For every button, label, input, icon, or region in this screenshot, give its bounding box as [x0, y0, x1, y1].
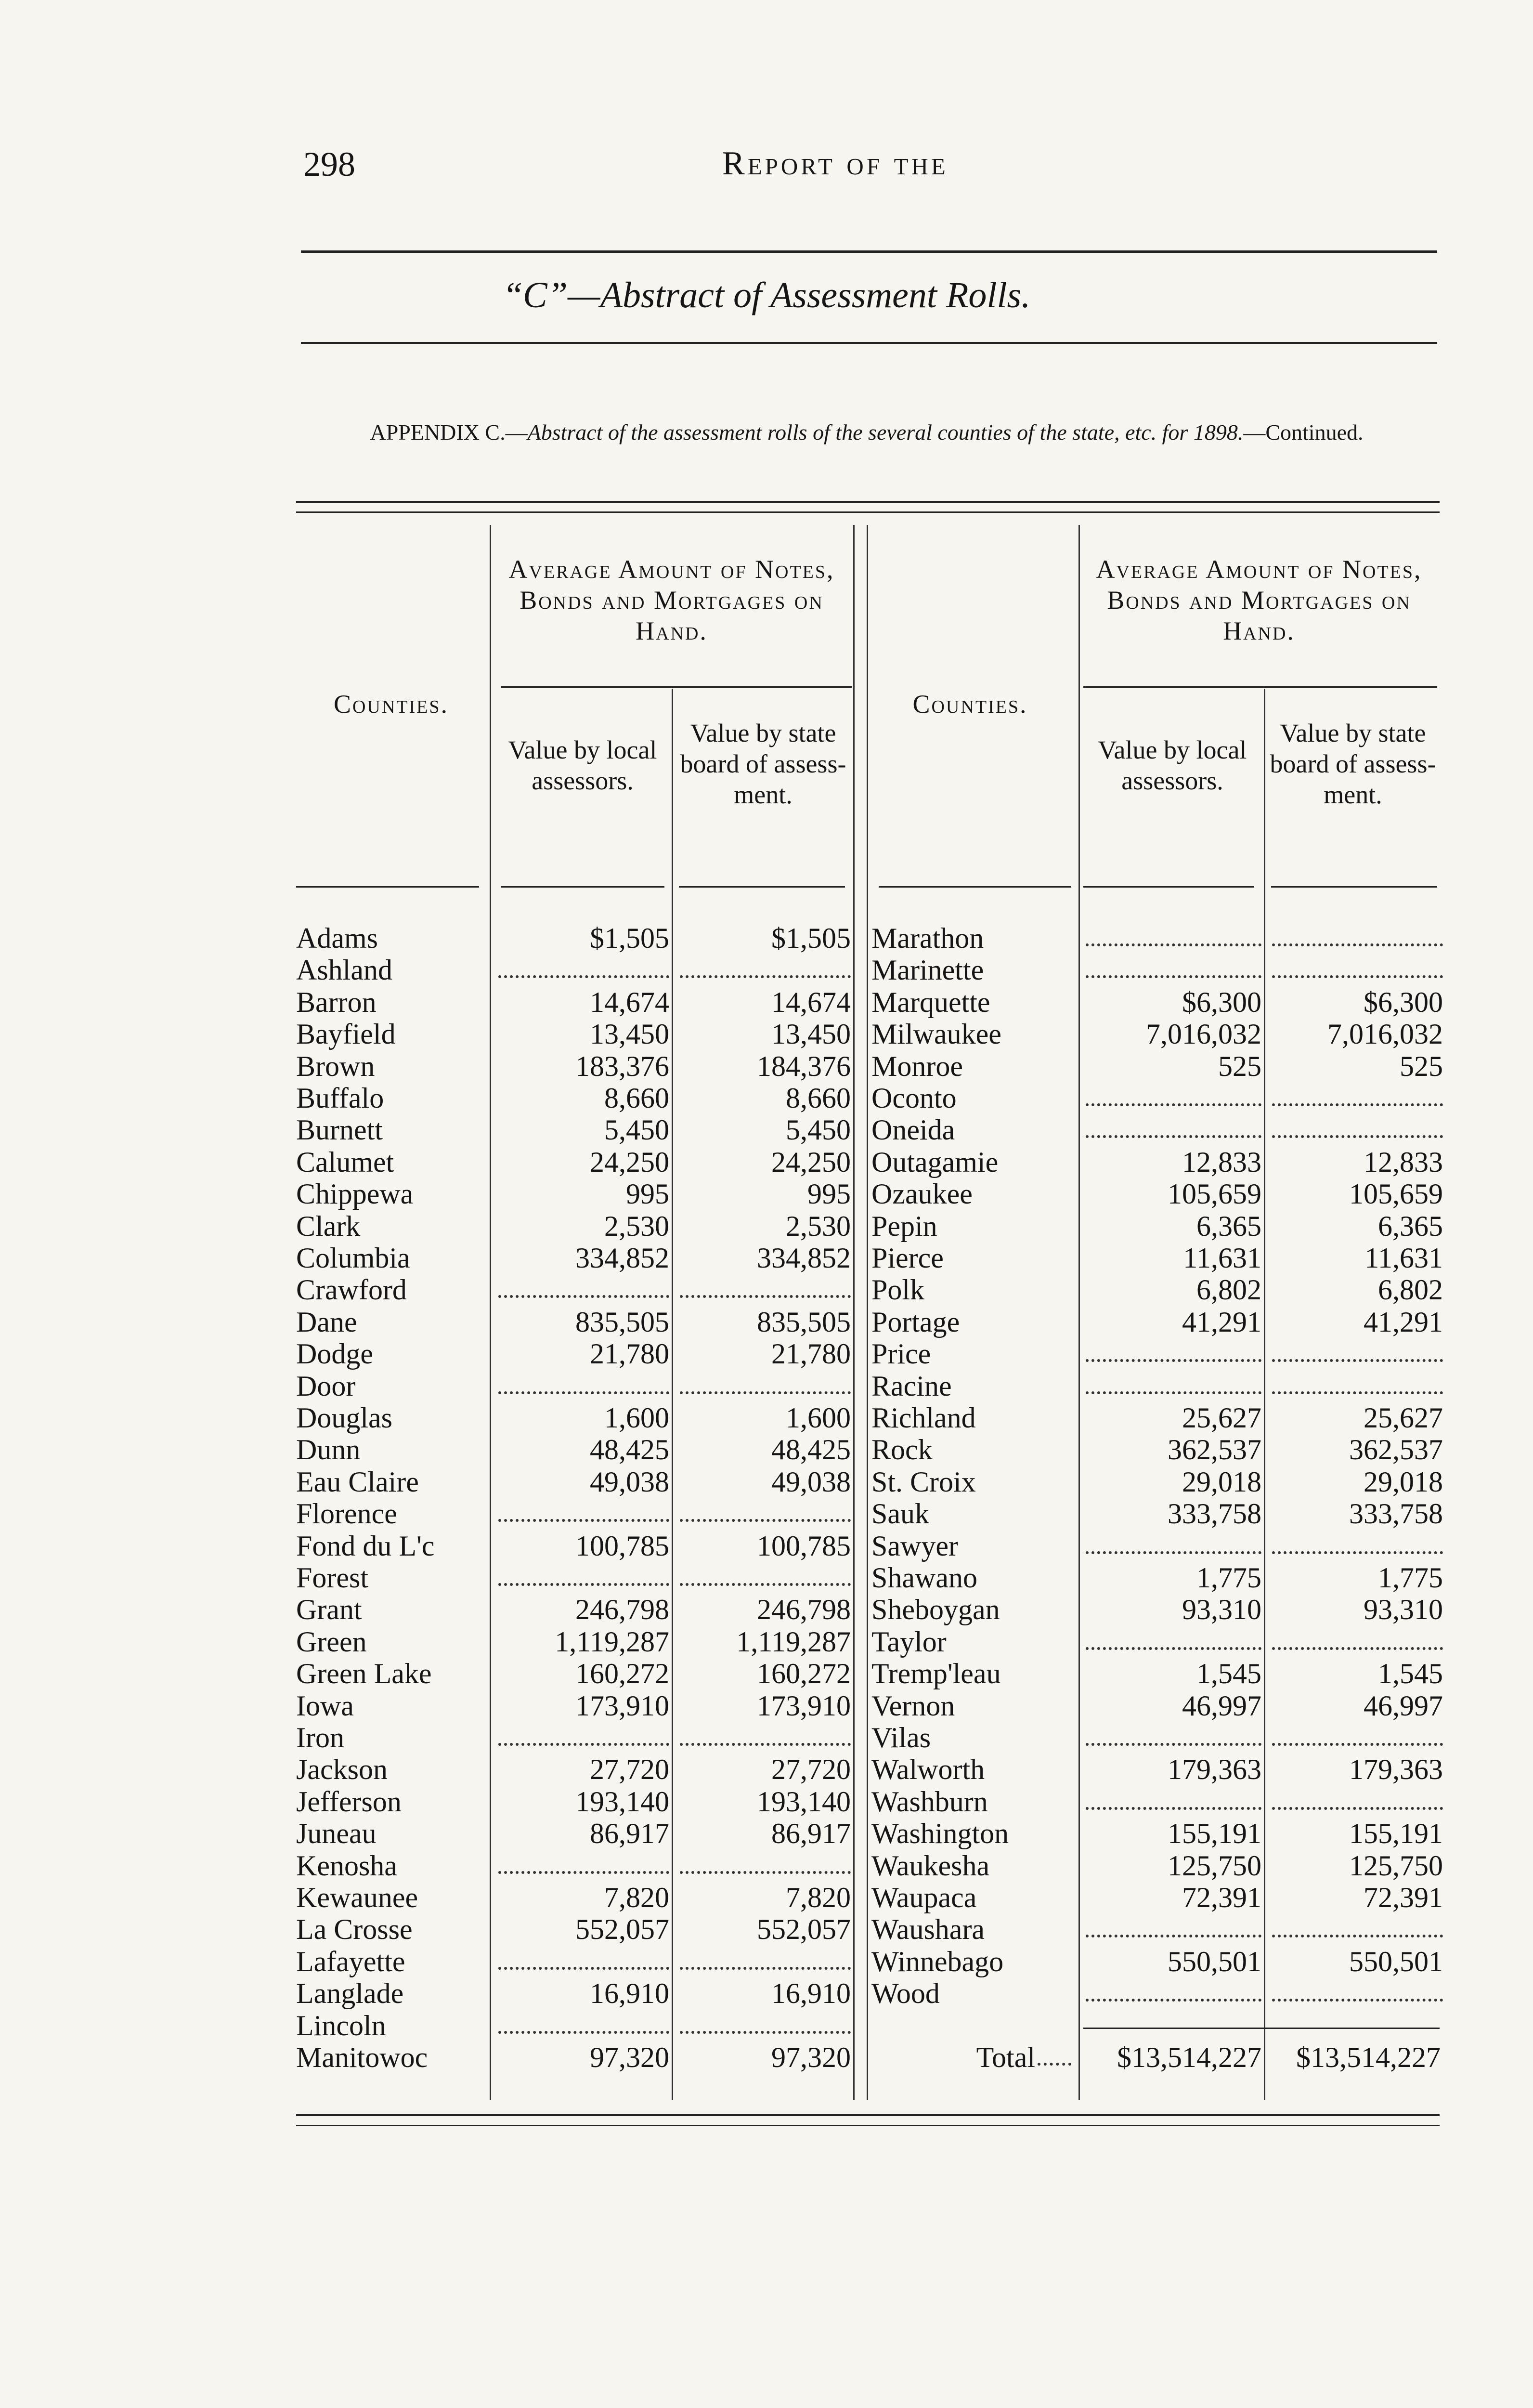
local-value: 25,627 — [1182, 1402, 1261, 1434]
county-name: Barron — [296, 986, 377, 1018]
county-name: Sheboygan — [871, 1594, 1000, 1625]
leader-dots — [1272, 1999, 1443, 2002]
total-label: Total — [976, 2042, 1035, 2073]
table-bottom-rule-2 — [296, 2125, 1440, 2126]
vrule-1 — [490, 525, 491, 2100]
state-value: 160,272 — [757, 1658, 851, 1689]
county-name: Crawford — [296, 1274, 407, 1306]
state-value: 13,450 — [771, 1018, 851, 1050]
vrule-6 — [1264, 689, 1265, 2100]
local-value: 525 — [1218, 1050, 1261, 1082]
local-value: 1,600 — [604, 1402, 669, 1434]
local-value: 5,450 — [604, 1114, 669, 1146]
vrule-4 — [867, 525, 868, 2100]
table-bottom-rule-1 — [296, 2114, 1440, 2116]
leader-dots — [680, 1519, 851, 1522]
county-name: Wood — [871, 1977, 940, 2009]
state-value: 995 — [807, 1178, 851, 1210]
state-value: 29,018 — [1364, 1466, 1443, 1498]
state-value: $1,505 — [771, 922, 851, 954]
local-value: 125,750 — [1168, 1850, 1261, 1882]
state-value: 246,798 — [757, 1594, 851, 1625]
local-value: 105,659 — [1168, 1178, 1261, 1210]
local-value: 2,530 — [604, 1210, 669, 1242]
local-value: 835,505 — [575, 1306, 669, 1338]
local-value: 550,501 — [1168, 1946, 1261, 1977]
running-title: Report of the — [722, 145, 948, 182]
local-value: 1,775 — [1196, 1562, 1261, 1594]
header-sep-1 — [296, 886, 479, 888]
header-sep-3 — [679, 886, 845, 888]
county-name: Adams — [296, 922, 378, 954]
state-value: 100,785 — [757, 1530, 851, 1562]
page-number: 298 — [303, 145, 355, 183]
group-header-left: Average Amount of Notes, Bonds and Mortgages on Hand. — [508, 555, 835, 645]
local-value: 1,545 — [1196, 1658, 1261, 1689]
state-value: 7,820 — [786, 1882, 851, 1913]
state-value: 2,530 — [786, 1210, 851, 1242]
state-value: 12,833 — [1364, 1146, 1443, 1178]
leader-dots — [498, 1391, 669, 1394]
county-name: Iowa — [296, 1690, 354, 1722]
state-value: 97,320 — [771, 2042, 851, 2073]
vrule-3 — [853, 525, 855, 2100]
county-name: Pepin — [871, 1210, 937, 1242]
county-name: Fond du L'c — [296, 1530, 435, 1562]
local-value: 86,917 — [590, 1818, 669, 1849]
state-value: 27,720 — [771, 1754, 851, 1785]
state-value: 552,057 — [757, 1913, 851, 1945]
local-value: $1,505 — [590, 922, 669, 954]
local-value: 41,291 — [1182, 1306, 1261, 1338]
appendix-italic: Abstract of the assessment rolls of the several counties of the state, etc. for 1898. — [527, 420, 1244, 445]
county-name: Marquette — [871, 986, 990, 1018]
county-name: Brown — [296, 1050, 375, 1082]
group-rule-right — [1083, 686, 1437, 688]
state-value: 1,600 — [786, 1402, 851, 1434]
header-sep-4 — [879, 886, 1071, 888]
state-value: 48,425 — [771, 1434, 851, 1466]
local-value: 24,250 — [590, 1146, 669, 1178]
local-value: 160,272 — [575, 1658, 669, 1689]
county-name: Juneau — [296, 1818, 377, 1849]
vrule-2 — [672, 689, 673, 2100]
local-value: 100,785 — [575, 1530, 669, 1562]
local-value: 21,780 — [590, 1338, 669, 1370]
leader-dots — [680, 1871, 851, 1874]
leader-dots — [498, 1519, 669, 1522]
leader-dots — [498, 1871, 669, 1874]
leader-dots — [1272, 1807, 1443, 1810]
state-header-left: Value by state board of assess-ment. — [680, 719, 846, 809]
leader-dots — [1272, 1647, 1443, 1650]
local-value: 334,852 — [575, 1242, 669, 1274]
county-name: Ozaukee — [871, 1178, 973, 1210]
local-value: 6,802 — [1196, 1274, 1261, 1306]
leader-dots — [1086, 1807, 1261, 1810]
local-value: 193,140 — [575, 1786, 669, 1818]
county-name: Vernon — [871, 1690, 955, 1722]
county-name: Washington — [871, 1818, 1009, 1849]
local-value: 48,425 — [590, 1434, 669, 1466]
local-value: 27,720 — [590, 1754, 669, 1785]
leader-dots — [1272, 1135, 1443, 1138]
local-value: 362,537 — [1168, 1434, 1261, 1466]
state-value: 25,627 — [1364, 1402, 1443, 1434]
leader-dots — [498, 1583, 669, 1586]
vrule-5 — [1078, 525, 1080, 2100]
group-rule-left — [501, 686, 852, 688]
local-value: $6,300 — [1182, 986, 1261, 1018]
leader-dots — [680, 975, 851, 978]
county-name: Racine — [871, 1370, 952, 1402]
local-value: 29,018 — [1182, 1466, 1261, 1498]
county-name: Polk — [871, 1274, 925, 1306]
state-value: 93,310 — [1364, 1594, 1443, 1625]
county-name: Outagamie — [871, 1146, 999, 1178]
appendix-caption — [296, 419, 1437, 446]
local-value: 183,376 — [575, 1050, 669, 1082]
leader-dots — [680, 1295, 851, 1298]
county-name: Langlade — [296, 1977, 404, 2009]
county-name: Kewaunee — [296, 1882, 418, 1913]
leader-dots — [1086, 1999, 1261, 2002]
leader-dots — [498, 2031, 669, 2034]
county-name: Bayfield — [296, 1018, 396, 1050]
leader-dots — [498, 975, 669, 978]
state-value: 184,376 — [757, 1050, 851, 1082]
table-top-rule-1 — [296, 501, 1440, 503]
local-value: 93,310 — [1182, 1594, 1261, 1625]
county-name: Portage — [871, 1306, 960, 1338]
leader-dots — [1272, 1359, 1443, 1362]
county-name: Dunn — [296, 1434, 361, 1466]
state-value: 7,016,032 — [1327, 1018, 1443, 1050]
local-value: 14,674 — [590, 986, 669, 1018]
header-sep-2 — [501, 886, 664, 888]
county-name: Clark — [296, 1210, 361, 1242]
county-name: Price — [871, 1338, 931, 1370]
state-value: 21,780 — [771, 1338, 851, 1370]
total-rule-right — [1083, 2028, 1440, 2029]
county-name: Chippewa — [296, 1178, 414, 1210]
county-name: Eau Claire — [296, 1466, 419, 1498]
county-name: Winnebago — [871, 1946, 1004, 1977]
county-name: Dodge — [296, 1338, 373, 1370]
state-value: 46,997 — [1364, 1690, 1443, 1722]
county-name: Forest — [296, 1562, 368, 1594]
state-value: $6,300 — [1364, 986, 1443, 1018]
leader-dots — [498, 1967, 669, 1970]
county-name: Monroe — [871, 1050, 963, 1082]
local-value: 13,450 — [590, 1018, 669, 1050]
state-value: 6,365 — [1378, 1210, 1443, 1242]
leader-dots — [1086, 1647, 1261, 1650]
county-name: Green — [296, 1626, 367, 1658]
local-header-left: Value by local assessors. — [508, 735, 657, 795]
county-name: Walworth — [871, 1754, 985, 1785]
county-name: Richland — [871, 1402, 976, 1434]
local-value: 155,191 — [1168, 1818, 1261, 1849]
state-value: 105,659 — [1349, 1178, 1443, 1210]
county-name: Douglas — [296, 1402, 392, 1434]
county-name: Door — [296, 1370, 356, 1402]
state-value: 11,631 — [1364, 1242, 1443, 1274]
county-name: Dane — [296, 1306, 357, 1338]
local-value: 7,016,032 — [1146, 1018, 1261, 1050]
local-value: 552,057 — [575, 1913, 669, 1945]
state-value: 550,501 — [1349, 1946, 1443, 1977]
local-value: 995 — [626, 1178, 669, 1210]
county-name: Milwaukee — [871, 1018, 1001, 1050]
leader-dots — [680, 1583, 851, 1586]
leader-dots — [1086, 1391, 1261, 1394]
local-value: 16,910 — [590, 1977, 669, 2009]
county-name: Jefferson — [296, 1786, 402, 1818]
county-name: Calumet — [296, 1146, 394, 1178]
state-value: 1,775 — [1378, 1562, 1443, 1594]
state-value: 362,537 — [1349, 1434, 1443, 1466]
leader-dots — [1272, 1743, 1443, 1746]
county-name: Washburn — [871, 1786, 988, 1818]
leader-dots — [1086, 1551, 1261, 1554]
state-value: 1,545 — [1378, 1658, 1443, 1689]
state-value: 193,140 — [757, 1786, 851, 1818]
state-value: 8,660 — [786, 1082, 851, 1114]
local-value: 173,910 — [575, 1690, 669, 1722]
county-name: St. Croix — [871, 1466, 976, 1498]
leader-dots — [1086, 975, 1261, 978]
local-value: 12,833 — [1182, 1146, 1261, 1178]
county-name: Sauk — [871, 1498, 929, 1530]
header-sep-6 — [1271, 886, 1437, 888]
county-name: Pierce — [871, 1242, 944, 1274]
subtitle-rule — [301, 342, 1437, 344]
leader-dots — [1272, 1551, 1443, 1554]
counties-header-left: Counties. — [333, 690, 449, 719]
county-name: Shawano — [871, 1562, 977, 1594]
state-value: 49,038 — [771, 1466, 851, 1498]
county-name: Kenosha — [296, 1850, 397, 1882]
leader-dots — [1086, 1935, 1261, 1937]
local-value: 179,363 — [1168, 1754, 1261, 1785]
county-name: Buffalo — [296, 1082, 384, 1114]
leader-dots — [498, 1743, 669, 1746]
county-name: Waushara — [871, 1913, 985, 1945]
local-value: 46,997 — [1182, 1690, 1261, 1722]
local-value: 8,660 — [604, 1082, 669, 1114]
county-name: Manitowoc — [296, 2042, 428, 2073]
total-state-value: $13,514,227 — [1296, 2042, 1441, 2073]
state-value: 333,758 — [1349, 1498, 1443, 1530]
header-rule — [301, 250, 1437, 253]
state-value: 5,450 — [786, 1114, 851, 1146]
local-value: 7,820 — [604, 1882, 669, 1913]
local-value: 72,391 — [1182, 1882, 1261, 1913]
state-value: 835,505 — [757, 1306, 851, 1338]
group-header-right: Average Amount of Notes, Bonds and Mortgages on Hand. — [1096, 555, 1422, 645]
state-value: 525 — [1400, 1050, 1443, 1082]
county-name: Oneida — [871, 1114, 955, 1146]
leader-dots — [680, 1391, 851, 1394]
leader-dots — [1272, 1391, 1443, 1394]
appendix-continued: —Continued. — [1243, 420, 1364, 445]
total-leader-dots — [1038, 2063, 1071, 2066]
county-name: Columbia — [296, 1242, 410, 1274]
state-value: 86,917 — [771, 1818, 851, 1849]
county-name: La Crosse — [296, 1913, 413, 1945]
leader-dots — [1086, 1103, 1261, 1106]
state-value: 6,802 — [1378, 1274, 1443, 1306]
county-name: Iron — [296, 1722, 344, 1754]
local-value: 1,119,287 — [555, 1626, 669, 1658]
table-top-rule-2 — [296, 511, 1440, 513]
county-name: Tremp'leau — [871, 1658, 1001, 1689]
state-value: 155,191 — [1349, 1818, 1443, 1849]
local-value: 6,365 — [1196, 1210, 1261, 1242]
local-value: 97,320 — [590, 2042, 669, 2073]
county-name: Taylor — [871, 1626, 947, 1658]
state-value: 1,119,287 — [736, 1626, 851, 1658]
leader-dots — [680, 1743, 851, 1746]
county-name: Oconto — [871, 1082, 957, 1114]
state-value: 179,363 — [1349, 1754, 1443, 1785]
county-name: Grant — [296, 1594, 362, 1625]
leader-dots — [1272, 1935, 1443, 1937]
local-header-right: Value by local assessors. — [1098, 735, 1247, 795]
county-name: Rock — [871, 1434, 933, 1466]
county-name: Lafayette — [296, 1946, 405, 1977]
leader-dots — [680, 2031, 851, 2034]
total-local-value: $13,514,227 — [1117, 2042, 1261, 2073]
leader-dots — [1086, 1135, 1261, 1138]
local-value: 49,038 — [590, 1466, 669, 1498]
local-value: 333,758 — [1168, 1498, 1261, 1530]
state-value: 334,852 — [757, 1242, 851, 1274]
leader-dots — [1272, 975, 1443, 978]
state-value: 72,391 — [1364, 1882, 1443, 1913]
leader-dots — [680, 1967, 851, 1970]
leader-dots — [1086, 1359, 1261, 1362]
county-name: Lincoln — [296, 2010, 386, 2042]
county-name: Florence — [296, 1498, 397, 1530]
leader-dots — [1086, 1743, 1261, 1746]
county-name: Green Lake — [296, 1658, 432, 1689]
appendix-label: APPENDIX C.— — [370, 420, 528, 445]
leader-dots — [1272, 943, 1443, 946]
county-name: Waupaca — [871, 1882, 977, 1913]
leader-dots — [498, 1295, 669, 1298]
state-value: 16,910 — [771, 1977, 851, 2009]
county-name: Burnett — [296, 1114, 383, 1146]
county-name: Jackson — [296, 1754, 388, 1785]
county-name: Vilas — [871, 1722, 931, 1754]
county-name: Marathon — [871, 922, 984, 954]
local-value: 11,631 — [1183, 1242, 1261, 1274]
state-value: 14,674 — [771, 986, 851, 1018]
state-value: 24,250 — [771, 1146, 851, 1178]
state-value: 41,291 — [1364, 1306, 1443, 1338]
county-name: Ashland — [296, 954, 392, 986]
header-sep-5 — [1083, 886, 1254, 888]
page-subtitle: “C”—Abstract of Assessment Rolls. — [502, 275, 1031, 315]
counties-header-right: Counties. — [912, 690, 1028, 719]
state-header-right: Value by state board of assess-ment. — [1270, 719, 1436, 809]
leader-dots — [1086, 943, 1261, 946]
county-name: Sawyer — [871, 1530, 958, 1562]
local-value: 246,798 — [575, 1594, 669, 1625]
state-value: 173,910 — [757, 1690, 851, 1722]
state-value: 125,750 — [1349, 1850, 1443, 1882]
leader-dots — [1272, 1103, 1443, 1106]
county-name: Waukesha — [871, 1850, 990, 1882]
county-name: Marinette — [871, 954, 984, 986]
